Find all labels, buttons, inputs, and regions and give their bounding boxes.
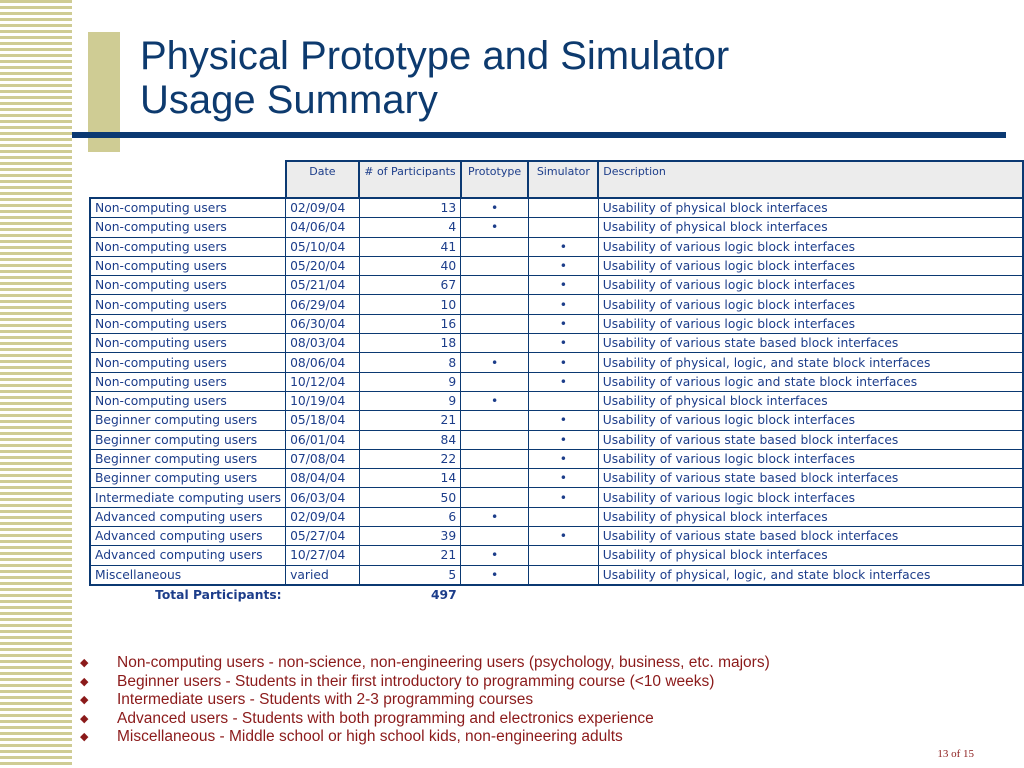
cell-participants: 9	[359, 391, 460, 410]
cell-group: Beginner computing users	[90, 430, 286, 449]
cell-simulator: •	[528, 411, 598, 430]
decorative-stripes	[0, 0, 72, 768]
table-row	[90, 334, 1023, 353]
diamond-bullet-icon: ◆	[80, 731, 89, 743]
table-row	[90, 527, 1023, 546]
cell-prototype	[461, 314, 529, 333]
cell-participants: 18	[359, 334, 460, 353]
cell-date: 02/09/04	[286, 507, 360, 526]
cell-participants: 16	[359, 314, 460, 333]
definition-item	[80, 673, 770, 692]
table-row	[90, 449, 1023, 468]
cell-participants: 14	[359, 469, 460, 488]
definition-text: Non-computing users - non-science, non-engineering users (psychology, business, etc. majors)	[117, 654, 770, 671]
cell-prototype: •	[461, 546, 529, 565]
cell-date: 10/27/04	[286, 546, 360, 565]
cell-simulator	[528, 565, 598, 585]
cell-description: Usability of physical block interfaces	[598, 546, 1023, 565]
total-label: Total Participants:	[155, 588, 282, 603]
total-spacer	[286, 585, 360, 604]
cell-date: 08/06/04	[286, 353, 360, 372]
cell-group: Non-computing users	[90, 334, 286, 353]
cell-description: Usability of various logic and state block interfaces	[598, 372, 1023, 391]
cell-prototype	[461, 295, 529, 314]
header-description: Description	[598, 161, 1023, 198]
table-row	[90, 488, 1023, 507]
definition-item	[80, 654, 770, 673]
cell-date: varied	[286, 565, 360, 585]
cell-participants: 13	[359, 198, 460, 218]
cell-simulator: •	[528, 430, 598, 449]
cell-simulator: •	[528, 256, 598, 275]
table-row	[90, 256, 1023, 275]
cell-participants: 21	[359, 546, 460, 565]
cell-simulator: •	[528, 372, 598, 391]
cell-simulator: •	[528, 488, 598, 507]
definitions-list	[80, 654, 770, 747]
cell-prototype	[461, 527, 529, 546]
cell-description: Usability of physical block interfaces	[598, 198, 1023, 218]
cell-simulator: •	[528, 449, 598, 468]
cell-simulator	[528, 546, 598, 565]
table-row	[90, 237, 1023, 256]
cell-description: Usability of various state based block interfaces	[598, 334, 1023, 353]
title-line-2: Usage Summary	[140, 78, 438, 122]
cell-participants: 10	[359, 295, 460, 314]
cell-date: 02/09/04	[286, 198, 360, 218]
cell-prototype	[461, 469, 529, 488]
cell-group: Non-computing users	[90, 372, 286, 391]
diamond-bullet-icon: ◆	[80, 694, 89, 706]
cell-simulator: •	[528, 276, 598, 295]
cell-simulator: •	[528, 314, 598, 333]
cell-description: Usability of various logic block interfaces	[598, 237, 1023, 256]
definition-text: Miscellaneous - Middle school or high school kids, non-engineering adults	[117, 728, 623, 745]
diamond-bullet-icon: ◆	[80, 657, 89, 669]
cell-participants: 8	[359, 353, 460, 372]
table-row	[90, 411, 1023, 430]
total-empty-2	[528, 585, 598, 604]
cell-prototype: •	[461, 565, 529, 585]
cell-description: Usability of various state based block interfaces	[598, 430, 1023, 449]
header-date: Date	[286, 161, 360, 198]
cell-group: Non-computing users	[90, 276, 286, 295]
cell-prototype	[461, 430, 529, 449]
table-row	[90, 391, 1023, 410]
cell-description: Usability of various logic block interfaces	[598, 256, 1023, 275]
cell-description: Usability of physical, logic, and state block interfaces	[598, 353, 1023, 372]
cell-simulator: •	[528, 295, 598, 314]
definition-item	[80, 691, 770, 710]
definition-text: Advanced users - Students with both programming and electronics experience	[117, 709, 654, 727]
cell-simulator	[528, 391, 598, 410]
cell-group: Beginner computing users	[90, 469, 286, 488]
cell-group: Non-computing users	[90, 353, 286, 372]
cell-participants: 22	[359, 449, 460, 468]
cell-participants: 40	[359, 256, 460, 275]
page-title	[140, 34, 729, 122]
table-row	[90, 218, 1023, 237]
cell-simulator: •	[528, 353, 598, 372]
cell-participants: 21	[359, 411, 460, 430]
cell-prototype	[461, 449, 529, 468]
cell-date: 06/03/04	[286, 488, 360, 507]
cell-group: Non-computing users	[90, 237, 286, 256]
cell-group: Advanced computing users	[90, 527, 286, 546]
header-prototype: Prototype	[461, 161, 529, 198]
cell-date: 05/18/04	[286, 411, 360, 430]
table-row	[90, 507, 1023, 526]
cell-description: Usability of various state based block interfaces	[598, 527, 1023, 546]
cell-group: Non-computing users	[90, 391, 286, 410]
diamond-bullet-icon: ◆	[80, 675, 89, 688]
cell-description: Usability of various logic block interfaces	[598, 295, 1023, 314]
table-row	[90, 430, 1023, 449]
header-group-blank	[90, 161, 286, 198]
cell-prototype	[461, 256, 529, 275]
cell-prototype	[461, 411, 529, 430]
cell-group: Advanced computing users	[90, 507, 286, 526]
definition-item	[80, 710, 770, 729]
cell-prototype	[461, 372, 529, 391]
table-row	[90, 198, 1023, 218]
cell-description: Usability of physical block interfaces	[598, 507, 1023, 526]
page-number: 13 of 15	[937, 748, 974, 760]
cell-date: 07/08/04	[286, 449, 360, 468]
cell-group: Miscellaneous	[90, 565, 286, 585]
cell-prototype	[461, 237, 529, 256]
cell-simulator: •	[528, 334, 598, 353]
cell-simulator: •	[528, 469, 598, 488]
cell-group: Beginner computing users	[90, 449, 286, 468]
usage-table	[89, 160, 1024, 604]
cell-date: 08/04/04	[286, 469, 360, 488]
table-header-row	[90, 161, 1023, 198]
cell-participants: 67	[359, 276, 460, 295]
table-body	[90, 198, 1023, 585]
table-row	[90, 546, 1023, 565]
definition-text: Beginner users - Students in their first introductory to programming course (<10 weeks)	[117, 672, 715, 690]
definition-text: Intermediate users - Students with 2-3 programming courses	[117, 691, 534, 708]
cell-date: 04/06/04	[286, 218, 360, 237]
table-row	[90, 469, 1023, 488]
cell-participants: 50	[359, 488, 460, 507]
cell-prototype: •	[461, 353, 529, 372]
cell-group: Non-computing users	[90, 314, 286, 333]
title-rule	[72, 132, 1006, 138]
cell-prototype: •	[461, 218, 529, 237]
cell-date: 06/01/04	[286, 430, 360, 449]
diamond-bullet-icon: ◆	[80, 712, 89, 725]
cell-group: Advanced computing users	[90, 546, 286, 565]
cell-date: 05/20/04	[286, 256, 360, 275]
cell-participants: 5	[359, 565, 460, 585]
total-row	[90, 585, 1023, 604]
header-participants: # of Participants	[359, 161, 460, 198]
cell-group: Beginner computing users	[90, 411, 286, 430]
cell-group: Non-computing users	[90, 198, 286, 218]
cell-description: Usability of various logic block interfaces	[598, 411, 1023, 430]
cell-date: 10/19/04	[286, 391, 360, 410]
cell-simulator	[528, 198, 598, 218]
cell-simulator	[528, 507, 598, 526]
cell-date: 05/21/04	[286, 276, 360, 295]
table-row	[90, 314, 1023, 333]
cell-description: Usability of physical, logic, and state block interfaces	[598, 565, 1023, 585]
cell-prototype: •	[461, 198, 529, 218]
cell-description: Usability of physical block interfaces	[598, 218, 1023, 237]
cell-simulator	[528, 218, 598, 237]
cell-participants: 41	[359, 237, 460, 256]
table-row	[90, 353, 1023, 372]
table-row	[90, 565, 1023, 585]
cell-description: Usability of various logic block interfaces	[598, 314, 1023, 333]
cell-prototype	[461, 488, 529, 507]
cell-date: 05/27/04	[286, 527, 360, 546]
cell-description: Usability of various logic block interfaces	[598, 276, 1023, 295]
cell-description: Usability of physical block interfaces	[598, 391, 1023, 410]
cell-date: 08/03/04	[286, 334, 360, 353]
cell-description: Usability of various logic block interfaces	[598, 449, 1023, 468]
cell-participants: 9	[359, 372, 460, 391]
cell-date: 06/30/04	[286, 314, 360, 333]
definition-item	[80, 728, 770, 747]
cell-prototype: •	[461, 391, 529, 410]
table-row	[90, 372, 1023, 391]
cell-group: Non-computing users	[90, 218, 286, 237]
cell-participants: 6	[359, 507, 460, 526]
cell-description: Usability of various logic block interfaces	[598, 488, 1023, 507]
cell-date: 06/29/04	[286, 295, 360, 314]
cell-simulator: •	[528, 527, 598, 546]
cell-group: Non-computing users	[90, 256, 286, 275]
total-empty-3	[598, 585, 1023, 604]
cell-date: 05/10/04	[286, 237, 360, 256]
table-row	[90, 295, 1023, 314]
total-empty-1	[461, 585, 529, 604]
cell-description: Usability of various state based block interfaces	[598, 469, 1023, 488]
cell-prototype	[461, 334, 529, 353]
total-value: 497	[431, 588, 457, 603]
cell-participants: 4	[359, 218, 460, 237]
cell-prototype	[461, 276, 529, 295]
cell-participants: 84	[359, 430, 460, 449]
header-simulator: Simulator	[528, 161, 598, 198]
cell-simulator: •	[528, 237, 598, 256]
cell-group: Non-computing users	[90, 295, 286, 314]
table-row	[90, 276, 1023, 295]
cell-date: 10/12/04	[286, 372, 360, 391]
cell-group: Intermediate computing users	[90, 488, 286, 507]
cell-participants: 39	[359, 527, 460, 546]
title-line-1: Physical Prototype and Simulator	[140, 34, 730, 78]
cell-prototype: •	[461, 507, 529, 526]
